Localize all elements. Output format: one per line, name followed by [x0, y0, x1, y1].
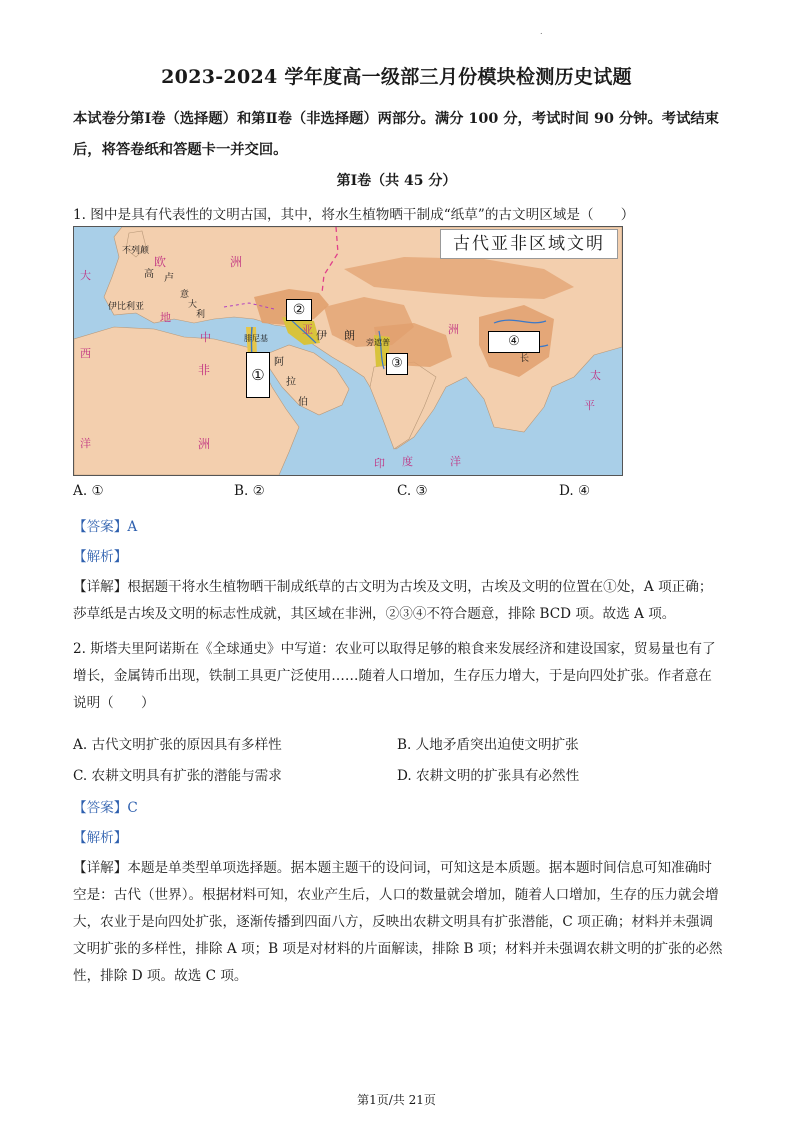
map-label-arabia-3: 伯: [298, 397, 308, 408]
marker-4-china: ④: [488, 331, 540, 353]
map-label-arabia-2: 拉: [286, 377, 296, 388]
map-label-atlantic-2: 西: [80, 347, 91, 360]
map-label-atlantic-3: 洋: [80, 437, 91, 450]
q2-analysis-label: 【解析】: [73, 830, 128, 846]
map-label-med-2: 中: [200, 331, 211, 344]
map-label-punjab: 旁遮普: [366, 338, 390, 347]
map-label-iberia: 伊比利亚: [108, 302, 145, 312]
page-title: 2023-2024 学年度高一级部三月份模块检测历史试题: [161, 66, 632, 88]
africa-land: [74, 327, 299, 475]
page-footer: 第1页/共 21页: [357, 1093, 436, 1107]
marker-3-india: ③: [386, 353, 408, 375]
map-label-italy-2: 大: [188, 300, 198, 310]
q1-option-d: D. ④: [559, 483, 591, 499]
map-label-africa-2: 洲: [198, 437, 211, 451]
q1-analysis-label: 【解析】: [73, 549, 128, 565]
q2-answer: 【答案】C: [73, 800, 138, 816]
section-title: 第Ⅰ卷（共 45 分）: [336, 173, 457, 189]
q1-detail: 【详解】根据题干将水生植物晒干制成纸草的古文明为古埃及文明，古埃及文明的位置在①处，A 项正确；莎草纸是古埃及文明的标志性成就，其区域在非洲，②③④不符合题意，排除 BCD 项。故选 A 项。: [73, 579, 713, 622]
map-label-asia-1: 亚: [302, 323, 313, 336]
q2-option-a: A. 古代文明扩张的原因具有多样性: [73, 737, 282, 753]
map-title-box: [440, 229, 618, 259]
map-label-gaul-2: 卢: [164, 273, 174, 284]
map-label-iran-1: 伊: [316, 329, 327, 342]
map-label-gaul-1: 高: [144, 269, 154, 280]
map-label-med-1: 地: [160, 311, 171, 324]
map-label-africa-1: 非: [198, 363, 211, 377]
corner-dot: .: [540, 27, 543, 36]
q1-answer: 【答案】A: [73, 519, 138, 535]
q1-option-c: C. ③: [397, 483, 428, 499]
q2-option-d: D. 农耕文明的扩张具有必然性: [397, 768, 580, 784]
map-label-pacific-1: 太: [590, 369, 601, 382]
map-label-pacific-2: 平: [584, 399, 595, 412]
map-label-changjiang: 长: [520, 354, 530, 364]
q2-detail: 【详解】本题是单类型单项选择题。据本题主题干的设问词，可知这是本质题。据本题时间信息可知准确时空是：古代（世界）。根据材料可知，农业产生后，人口的数量就会增加，随着人口增加，生存的压力就会增大，农业于是向四处扩张，逐渐传播到四面八方，反映出农耕文明具有扩张潜能，C 项正确；材料并未强调文明扩张的多样性，排除 A 项；B 项是对材料的片面解读，排除 B 项；材料并未强调农耕文明的扩张的必然性，排除 D 项。故选 C 项。: [73, 860, 723, 984]
q1-option-b: B. ②: [234, 483, 265, 499]
exam-instructions: 本试卷分第Ⅰ卷（选择题）和第Ⅱ卷（非选择题）两部分。满分 100 分，考试时间 90 分钟。考试结束后，将答卷纸和答题卡一并交回。: [73, 111, 719, 158]
map-label-phoenicia: 腓尼基: [244, 334, 268, 343]
q2-option-b: B. 人地矛盾突出迫使文明扩张: [397, 737, 579, 753]
map-label-italy-3: 利: [196, 310, 206, 320]
q2-stem: 2. 斯塔夫里阿诺斯在《全球通史》中写道：农业可以取得足够的粮食来发展经济和建设国家，贸易量也有了增长，金属铸币出现，铁制工具更广泛使用……随着人口增加，生存压力增大，于是向四处扩张。作者意在说明（ ）: [73, 641, 716, 711]
map-label-britain: 不列颠: [122, 246, 150, 256]
map-label-indian-2: 度: [402, 455, 413, 468]
ancient-civilization-map: [73, 226, 623, 476]
q1-option-a: A. ①: [73, 483, 104, 499]
map-label-iran-2: 朗: [344, 329, 355, 342]
map-label-eu-1: 欧: [154, 255, 167, 269]
map-title: 古代亚非区域文明: [453, 234, 605, 254]
marker-1-egypt: ①: [246, 352, 270, 398]
map-label-eu-2: 洲: [230, 255, 243, 269]
marker-2-mesopotamia: ②: [286, 299, 312, 321]
map-label-indian-3: 洋: [450, 455, 461, 468]
q1-stem: 1. 图中是具有代表性的文明古国，其中，将水生植物晒干制成“纸草”的古文明区域是（ ）: [73, 207, 635, 223]
map-label-atlantic-1: 大: [80, 269, 91, 282]
q2-option-c: C. 农耕文明具有扩张的潜能与需求: [73, 768, 282, 784]
map-label-italy-1: 意: [180, 290, 190, 300]
map-label-arabia-1: 阿: [274, 357, 284, 368]
map-label-indian-1: 印: [374, 457, 385, 470]
map-label-asia-2: 洲: [448, 323, 459, 336]
